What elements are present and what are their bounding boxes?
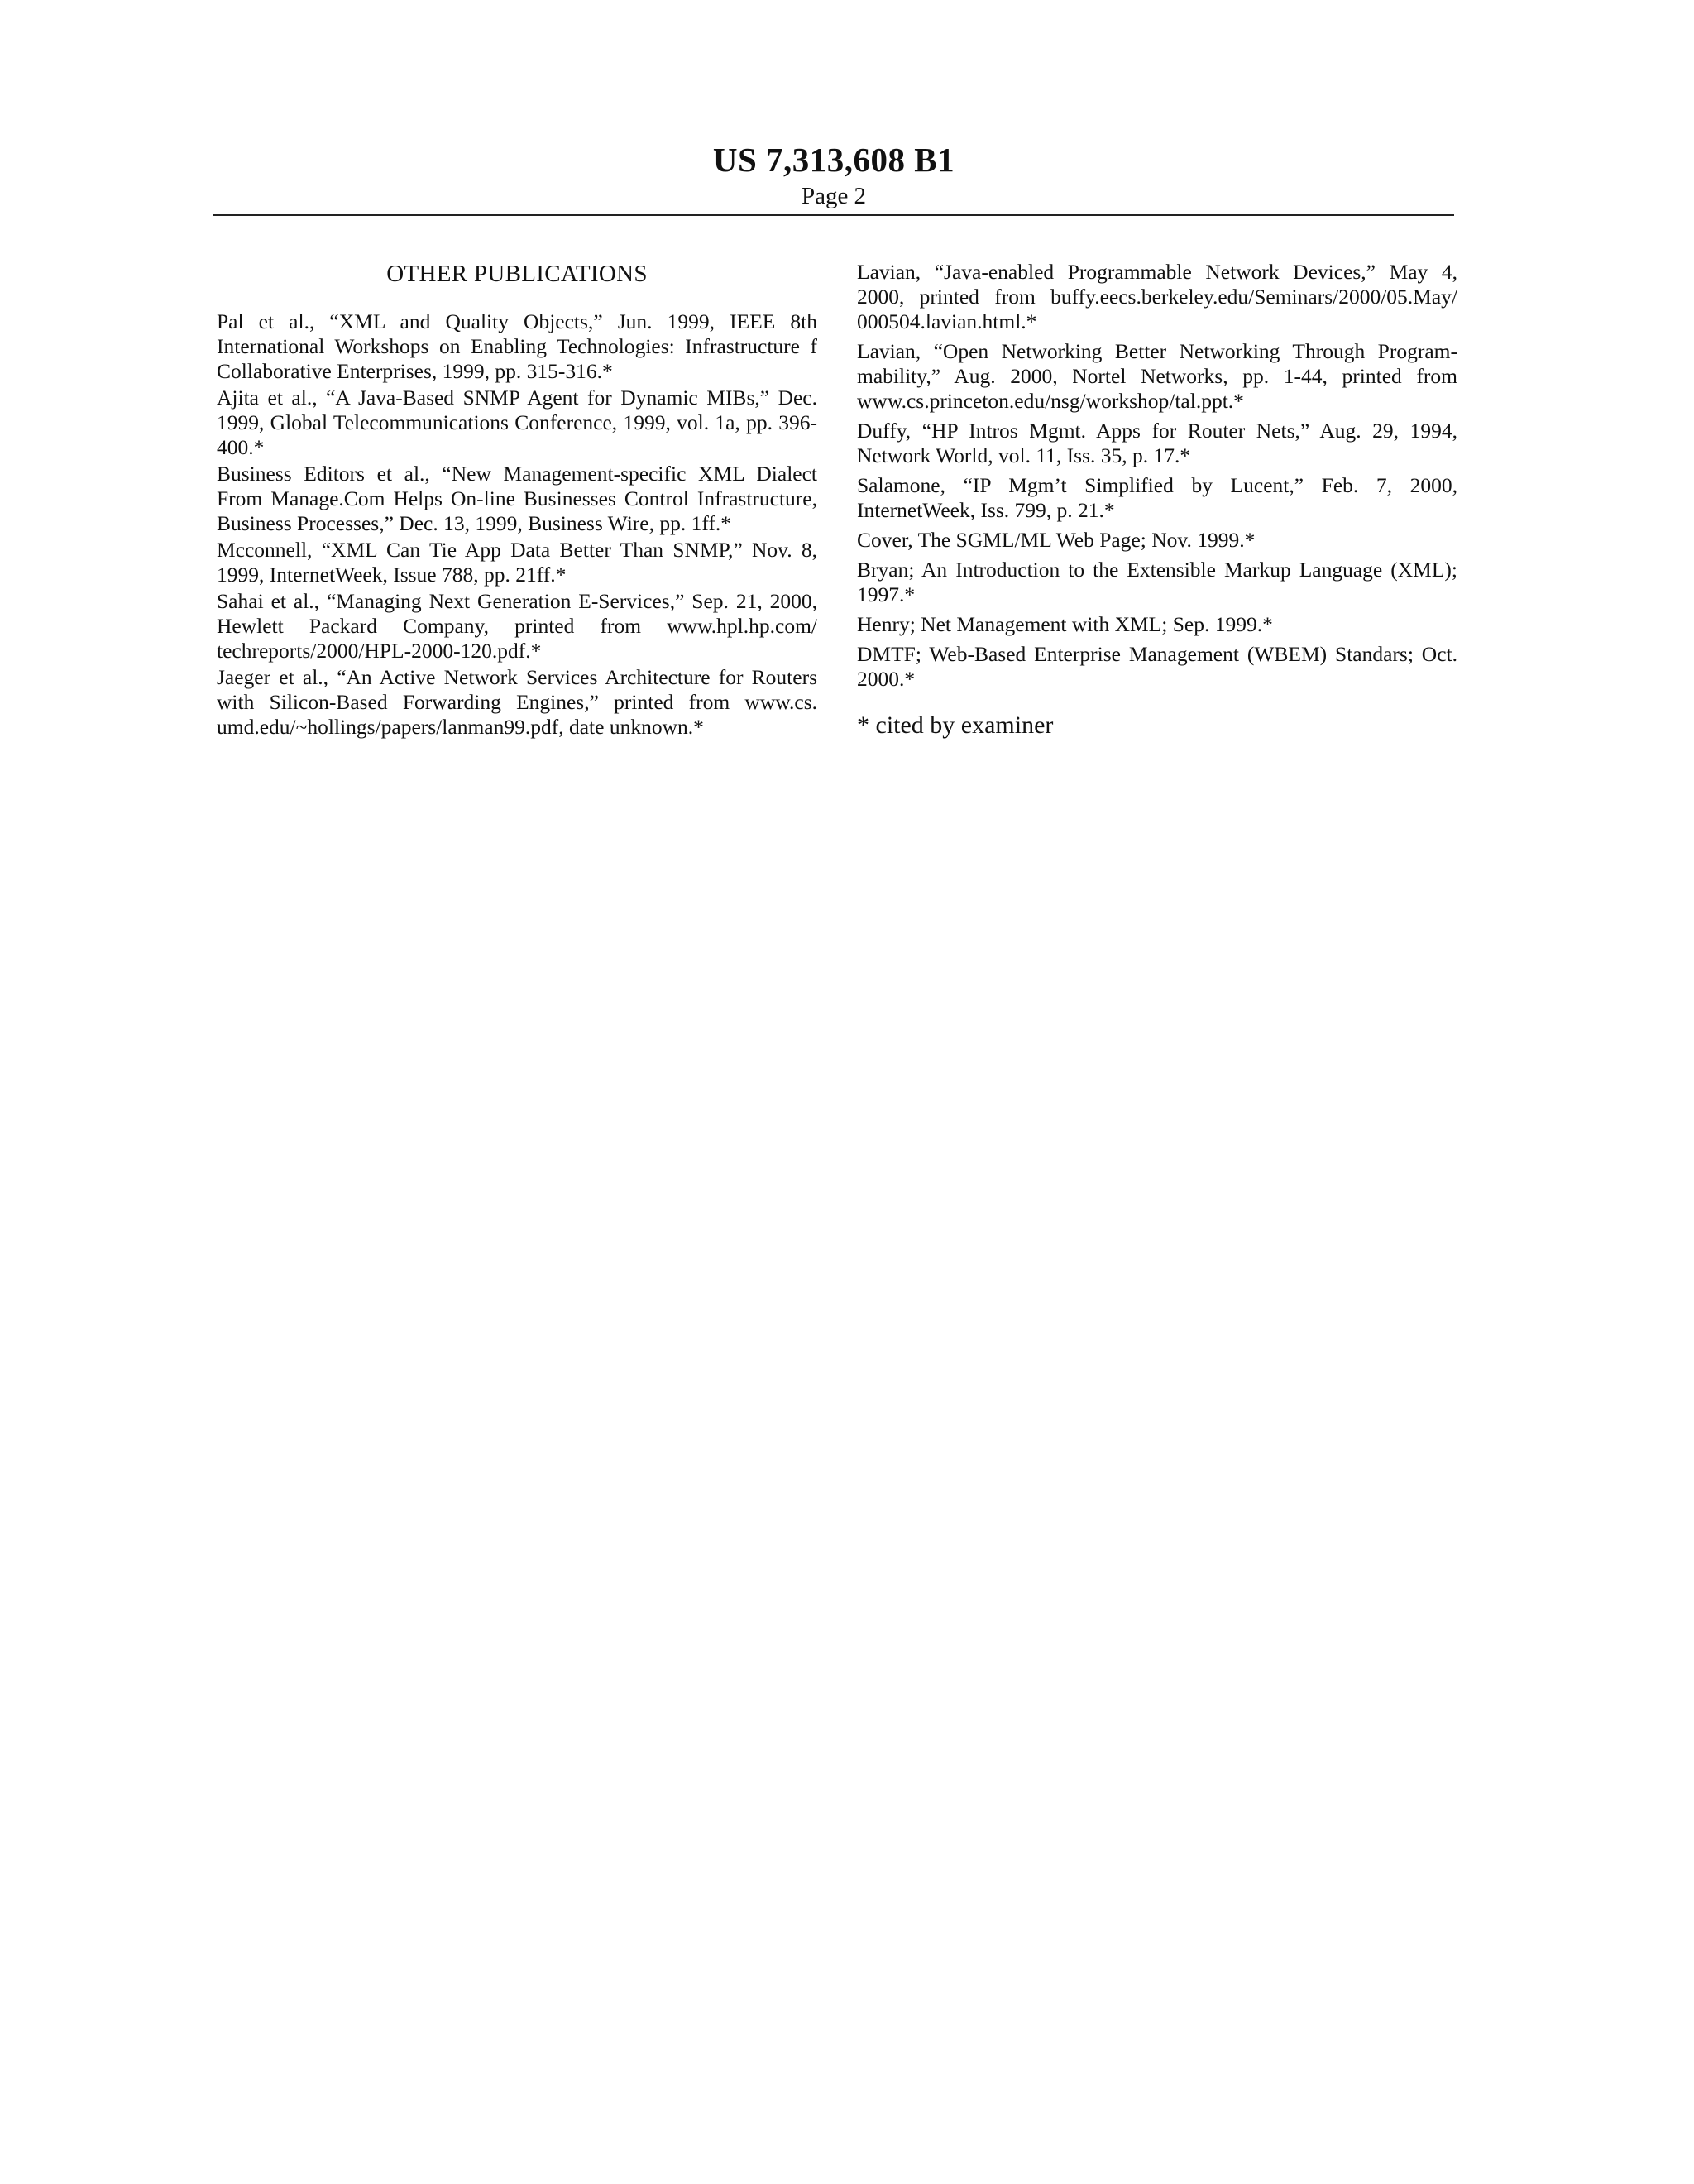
patent-number: US 7,313,608 B1 [712,141,955,179]
reference-entry: Bryan; An Introduction to the Extensible Markup Language (XML); 1997.* [857,558,1457,606]
reference-entry: Salamone, “IP Mgm’t Simplified by Lucent,” Feb. 7, 2000, InternetWeek, Iss. 799, p. 21.* [857,473,1457,522]
reference-entry: Sahai et al., “Managing Next Generation E-Services,” Sep. 21, 2000, Hewlett Packard Company, printed from www.hpl.hp.com/ techreports/2000/HPL-2000-120.pdf.* [217,589,817,663]
right-column [857,260,1457,740]
reference-entry: Ajita et al., “A Java-Based SNMP Agent for Dynamic MIBs,” Dec. 1999, Global Telecommunications Conference, 1999, vol. 1a, pp. 396-400.* [217,386,817,459]
reference-entry: Henry; Net Management with XML; Sep. 1999.* [857,612,1273,636]
page-header [213,139,1454,210]
left-column [217,260,817,741]
reference-entry: Jaeger et al., “An Active Network Services Architecture for Routers with Silicon-Based Forwarding Engines,” printed from www.cs. umd.edu/~hollings/papers/lanman99.pdf, date unknown.* [217,665,817,739]
reference-entry: Business Editors et al., “New Management-specific XML Dialect From Manage.Com Helps On-line Businesses Control Infrastructure, Business Processes,” Dec. 13, 1999, Business Wire, pp. 1ff.* [217,462,817,535]
page-number: Page 2 [801,183,867,209]
reference-entry: Lavian, “Open Networking Better Networking Through Programmability,” Aug. 2000, Nortel Networks, pp. 1-44, printed from www.cs.princeton.edu/nsg/workshop/tal.ppt.* [857,339,1457,413]
reference-entry: Cover, The SGML/ML Web Page; Nov. 1999.* [857,528,1256,552]
reference-entry: Lavian, “Java-enabled Programmable Network Devices,” May 4, 2000, printed from buffy.eecs.berkeley.edu/Seminars/2000/05.May/ 000504.lavian.html.* [857,260,1457,333]
reference-entry: Mcconnell, “XML Can Tie App Data Better Than SNMP,” Nov. 8, 1999, InternetWeek, Issue 788, pp. 21ff.* [217,538,817,587]
section-title: OTHER PUBLICATIONS [386,261,648,287]
examiner-footnote: * cited by examiner [857,711,1054,739]
reference-entry: DMTF; Web-Based Enterprise Management (WBEM) Standars; Oct. 2000.* [857,642,1457,691]
reference-entry: Pal et al., “XML and Quality Objects,” Jun. 1999, IEEE 8th International Workshops on Enabling Technologies: Infrastructure f Collaborative Enterprises, 1999, pp. 315-316.* [217,309,817,383]
reference-entry: Duffy, “HP Intros Mgmt. Apps for Router Nets,” Aug. 29, 1994, Network World, vol. 11, Iss. 35, p. 17.* [857,419,1457,467]
header-divider [213,214,1454,216]
